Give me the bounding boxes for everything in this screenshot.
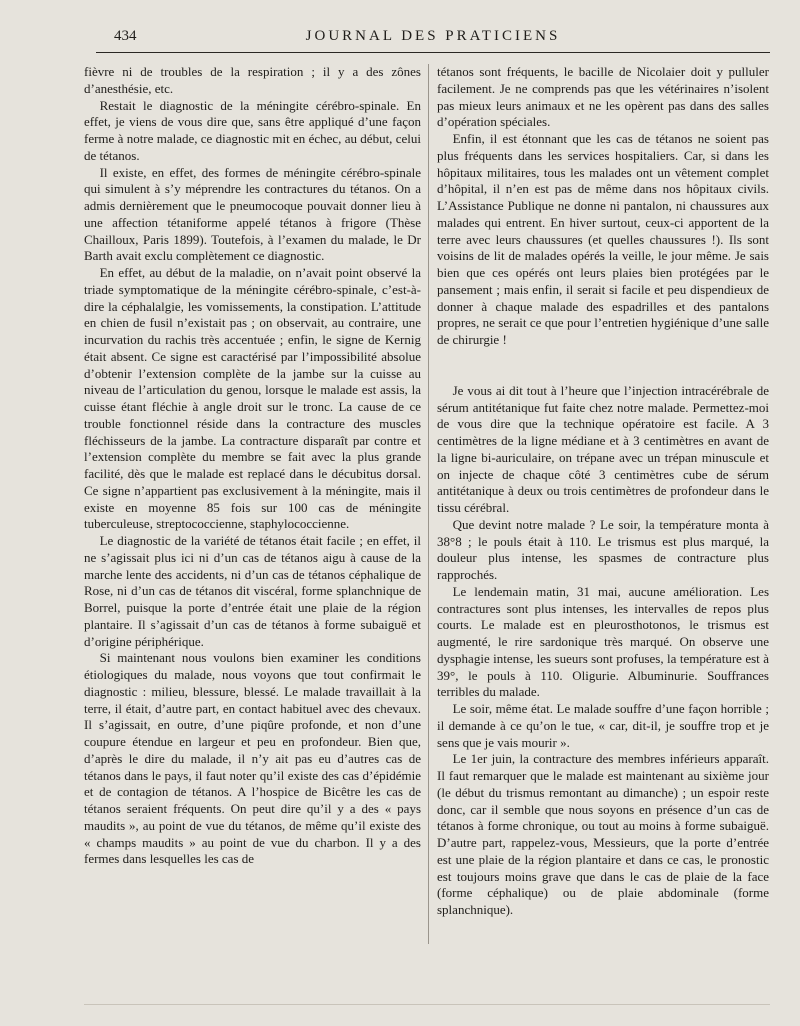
paragraph: En effet, au début de la maladie, on n’avait point observé la triade symptomatique de la méningite cérébro-spinale, c’est-à-dire la céphalalgie, les vomissements, la constipation. L’attitude en chien de fusil n’existait pas ; on observait, au contraire, une incurvation du rachis très accentuée ; enfin, le signe de Kernig était absent. Ce signe est caractérisé par l’impossibilité absolue d’obtenir l’extension complète de la jambe sur la cuisse au niveau de l’articulation du genou, lorsque le malade est assis, la cuisse étant fléchie à angle droit sur le tronc. La cause de ce trouble fonctionnel réside dans la contracture des muscles fléchisseurs de la jambe. La contracture disparaît par contre et l’extension complète du membre se fait avec la plus grande facilité, dès que le malade est replacé dans le décubitus dorsal. Ce signe n’appartient pas exclusivement à la méningite, mais il existe en moyenne 85 fois sur 100 cas de méningite tuberculeuse, streptococcienne, staphylococcienne. <box>84 265 421 532</box>
running-header <box>96 22 770 53</box>
paragraph: Je vous ai dit tout à l’heure que l’injection intracérébrale de sérum antitétanique fut faite chez notre malade. Permettez-moi de vous dire que la technique opératoire est facile. A 3 centimètres de la ligne médiane et à 3 centimètres en avant de la ligne bi-auriculaire, on trépane avec un trépan minuscule et on injecte de chaque côté 3 centimètres cube de sérum antitétanique à deux ou trois centimètres de profondeur dans le tissu cérébral. <box>437 382 769 515</box>
paragraph: fièvre ni de troubles de la respiration ; il y a des zônes d’anesthésie, etc. <box>84 64 421 96</box>
paragraph: Il existe, en effet, des formes de méningite cérébro-spinale qui simulent à s’y méprendre les contractures du tétanos. On a admis dernièrement que le pneumocoque pouvait donner lieu à une affection tétaniforme appelé tétanos à frigore (Thèse Chailloux, Paris 1899). Toutefois, à l’examen du malade, le Dr Barth avait exclu complètement ce diagnostic. <box>84 164 421 264</box>
paragraph: Si maintenant nous voulons bien examiner les conditions étiologiques du malade, nous voyons que tout confirmait le diagnostic : milieu, blessure, blessé. Le malade travaillait à la terre, il était, d’autre part, en contact habituel avec des chevaux. Il s’agissait, en outre, d’une piqûre profonde, et non d’une coupure étendue en largeur et peu en profondeur. Bien que, d’après le dire du malade, il n’y ait pas eu d’autres cas de tétanos dans le pays, il faut noter qu’il existe des cas d’épidémie et de contagion de tétanos. A l’hospice de Bicêtre les cas de tétanos seraient fréquents. On peut dire qu’il y a des « pays maudits », au point de vue du tétanos, de même qu’il existe des « champs maudits » au point de vue du charbon. Il y a des fermes dans lesquelles les cas de <box>84 650 421 867</box>
left-column <box>84 64 421 868</box>
bottom-rule <box>84 1004 770 1005</box>
paragraph: Le 1er juin, la contracture des membres inférieurs apparaît. Il faut remarquer que le malade est maintenant au sixième jour (le début du trismus remontant au dimanche) ; un espoir reste donc, car il semble que nous soyons en présence d’un cas de tétanos à forme chronique, ou tout au moins à forme subaiguë. D’autre part, rappelez-vous, Messieurs, que la porte d’entrée est une plaie de la région plantaire et dans ce cas, le pronostic est toujours moins grave que dans le cas de plaie de la face (forme céphalique) ou de plaie abdominale (forme splanchnique). <box>437 751 769 917</box>
page-number: 434 <box>114 28 137 44</box>
journal-title: JOURNAL DES PRATICIENS <box>305 28 561 44</box>
paragraph: Enfin, il est étonnant que les cas de tétanos ne soient pas plus fréquents dans les services hospitaliers. Car, si dans les hôpitaux militaires, tous les malades ont un vêtement complet d’hôpital, il n’en est pas de même dans nos hôpitaux civils. L’Assistance Publique ne donne ni pantalon, ni chaussures aux malades qui entrent. En hiver surtout, ceux-ci apportent de la terre avec leurs chaussures (et quelles chaussures !). Ils sont voisins de lit de malades opérés la veille, le jour même. Je sais bien que ces opérés ont leurs plaies bien protégées par le pansement ; mais enfin, il serait si facile et peu dispendieux de donner à chaque malade des espadrilles et des pantalons propres, ne serait ce que pour l’entretien hygiénique d’une salle de chirurgie ! <box>437 131 769 347</box>
paragraph: Que devint notre malade ? Le soir, la température monta à 38°8 ; le pouls était à 110. Le trismus est plus marqué, la douleur plus intense, les spasmes de contracture plus rapprochés. <box>437 516 769 582</box>
paragraph: Le soir, même état. Le malade souffre d’une façon horrible ; il demande à ce qu’on le tue, « car, dit-il, je souffre trop et je sens que je vais mourir ». <box>437 701 769 750</box>
column-divider <box>428 64 429 944</box>
paragraph: Le diagnostic de la variété de tétanos était facile ; en effet, il ne s’agissait plus ici ni d’un cas de tétanos aigu à cause de la marche lente des accidents, ni d’un cas de tétanos céphalique de Rose, ni d’un cas de tétanos dit viscéral, forme splanchnique de Borrel, puisque la porte d’entrée était une plaie de la région plantaire. Il s’agissait d’un cas de tétanos à forme subaiguë et d’origine périphérique. <box>84 533 421 649</box>
paragraph: Le lendemain matin, 31 mai, aucune amélioration. Les contractures sont plus intenses, les intervalles de repos plus courts. Le malade est en pleurosthotonos, le trismus est augmenté, le rire sardonique très marqué. On observe une dysphagie intense, les sueurs sont profuses, la température est à 39°, le pouls à 110. Oligurie. Albuminurie. Souffrances terribles du malade. <box>437 583 769 700</box>
paragraph: Restait le diagnostic de la méningite cérébro-spinale. En effet, je viens de vous dire que, sans être appliqué d’une façon ferme à notre malade, ce diagnostic mit en échec, au début, celui de tétanos. <box>84 97 421 163</box>
right-column <box>437 64 769 919</box>
paragraph: tétanos sont fréquents, le bacille de Nicolaier doit y pulluler facilement. Je ne comprends pas que les vétérinaires n’isolent pas mieux leurs animaux et ne les opèrent pas dans des salles d’opération spéciales. <box>437 64 769 130</box>
